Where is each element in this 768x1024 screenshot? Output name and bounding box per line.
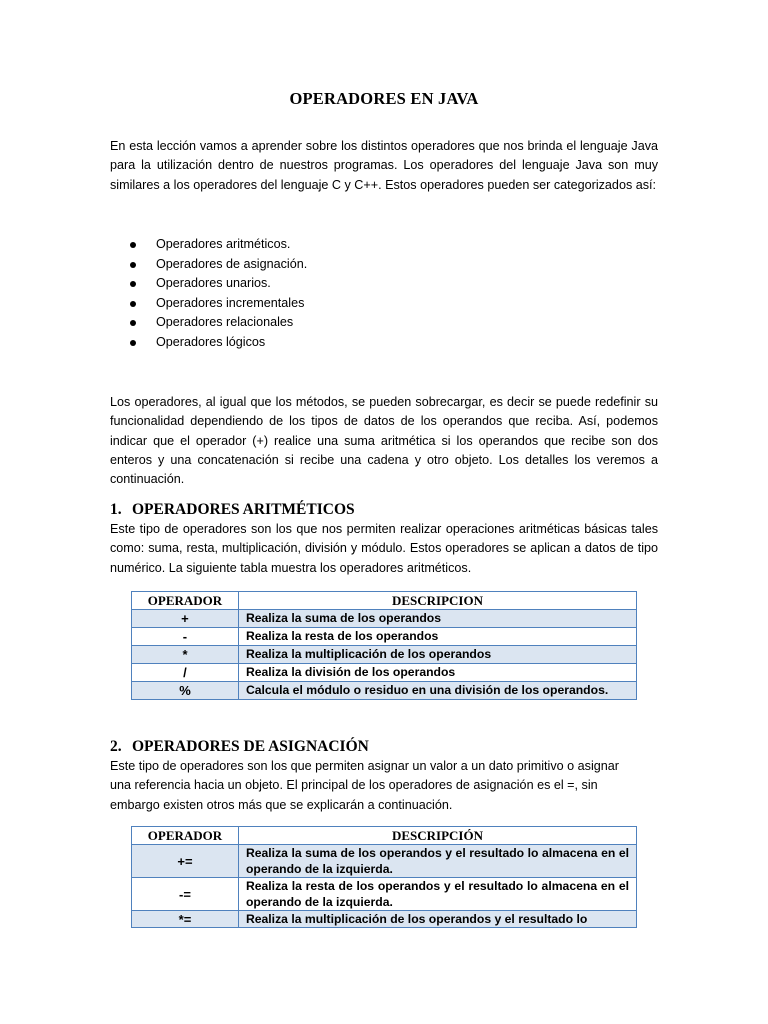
description-cell: Realiza la suma de los operandos y el resultado lo almacena en el operando de la izquierda.	[238, 845, 636, 878]
description-cell: Realiza la división de los operandos	[238, 664, 636, 682]
description-cell: Realiza la multiplicación de los operandos	[238, 646, 636, 664]
description-cell: Realiza la multiplicación de los operandos y el resultado lo	[238, 911, 636, 928]
table-row	[132, 664, 637, 682]
description-cell: Calcula el módulo o residuo en una división de los operandos.	[238, 682, 636, 700]
bullet-icon	[130, 242, 136, 248]
table-row	[132, 845, 637, 878]
document-title: OPERADORES EN JAVA	[289, 89, 479, 108]
list-item: Operadores aritméticos.	[110, 235, 307, 255]
arithmetic-operators-table	[131, 591, 637, 700]
table-header-row	[132, 827, 637, 845]
operator-cell: -	[132, 628, 239, 646]
bullet-icon	[130, 301, 136, 307]
operator-cell: *=	[132, 911, 239, 928]
bullet-icon	[130, 262, 136, 268]
operator-category-list	[110, 235, 307, 353]
operator-cell: /	[132, 664, 239, 682]
operator-cell: %	[132, 682, 239, 700]
list-item: Operadores unarios.	[110, 274, 307, 294]
table-row	[132, 610, 637, 628]
list-item: Operadores relacionales	[110, 313, 307, 333]
list-item: Operadores lógicos	[110, 333, 307, 353]
bullet-icon	[130, 340, 136, 346]
bullet-icon	[130, 281, 136, 287]
operator-cell: +=	[132, 845, 239, 878]
operator-cell: -=	[132, 878, 239, 911]
list-item: Operadores de asignación.	[110, 255, 307, 275]
section-heading-assignment	[110, 738, 369, 756]
overloading-paragraph: Los operadores, al igual que los métodos, se pueden sobrecargar, es decir se puede redefinir su funcionalidad dependiendo de los tipos de datos de los operandos que reciba. Así, podemos indicar que el operador (+) realice una suma aritmética si los operandos que recibe son dos enteros y una concatenación si recibe una cadena y otro objeto. Los detalles los veremos a continuación.	[110, 395, 658, 487]
table-row	[132, 628, 637, 646]
table-header-row	[132, 592, 637, 610]
operator-cell: +	[132, 610, 239, 628]
intro-paragraph: En esta lección vamos a aprender sobre los distintos operadores que nos brinda el lenguaje Java para la utilización dentro de nuestros programas. Los operadores del lenguaje Java son muy similares a los operadores del lenguaje C y C++. Estos operadores pueden ser categorizados así:	[110, 139, 658, 192]
table-row	[132, 646, 637, 664]
assignment-paragraph: Este tipo de operadores son los que permiten asignar un valor a un dato primitivo o asignar una referencia hacia un objeto. El principal de los operadores de asignación es el =, sin embargo existen otros más que se explicarán a continuación.	[110, 759, 619, 812]
column-header-operator: OPERADOR	[132, 592, 239, 610]
bullet-icon	[130, 320, 136, 326]
table-row	[132, 878, 637, 911]
description-cell: Realiza la resta de los operandos	[238, 628, 636, 646]
description-cell: Realiza la resta de los operandos y el resultado lo almacena en el operando de la izquierda.	[238, 878, 636, 911]
assignment-operators-table	[131, 826, 637, 928]
section-number: 1.	[110, 501, 122, 518]
section-number: 2.	[110, 738, 122, 755]
table-row	[132, 911, 637, 928]
column-header-operator: OPERADOR	[132, 827, 239, 845]
description-cell: Realiza la suma de los operandos	[238, 610, 636, 628]
operator-cell: *	[132, 646, 239, 664]
section-heading-arithmetic	[110, 501, 355, 519]
column-header-description: DESCRIPCIÓN	[238, 827, 636, 845]
column-header-description: DESCRIPCION	[238, 592, 636, 610]
table-row	[132, 682, 637, 700]
list-item: Operadores incrementales	[110, 294, 307, 314]
section-title: OPERADORES ARITMÉTICOS	[132, 501, 355, 518]
arithmetic-paragraph: Este tipo de operadores son los que nos permiten realizar operaciones aritméticas básicas tales como: suma, resta, multiplicación, división y módulo. Estos operadores se aplican a datos de tipo numérico. La siguiente tabla muestra los operadores aritméticos.	[110, 522, 658, 575]
section-title: OPERADORES DE ASIGNACIÓN	[132, 738, 369, 755]
